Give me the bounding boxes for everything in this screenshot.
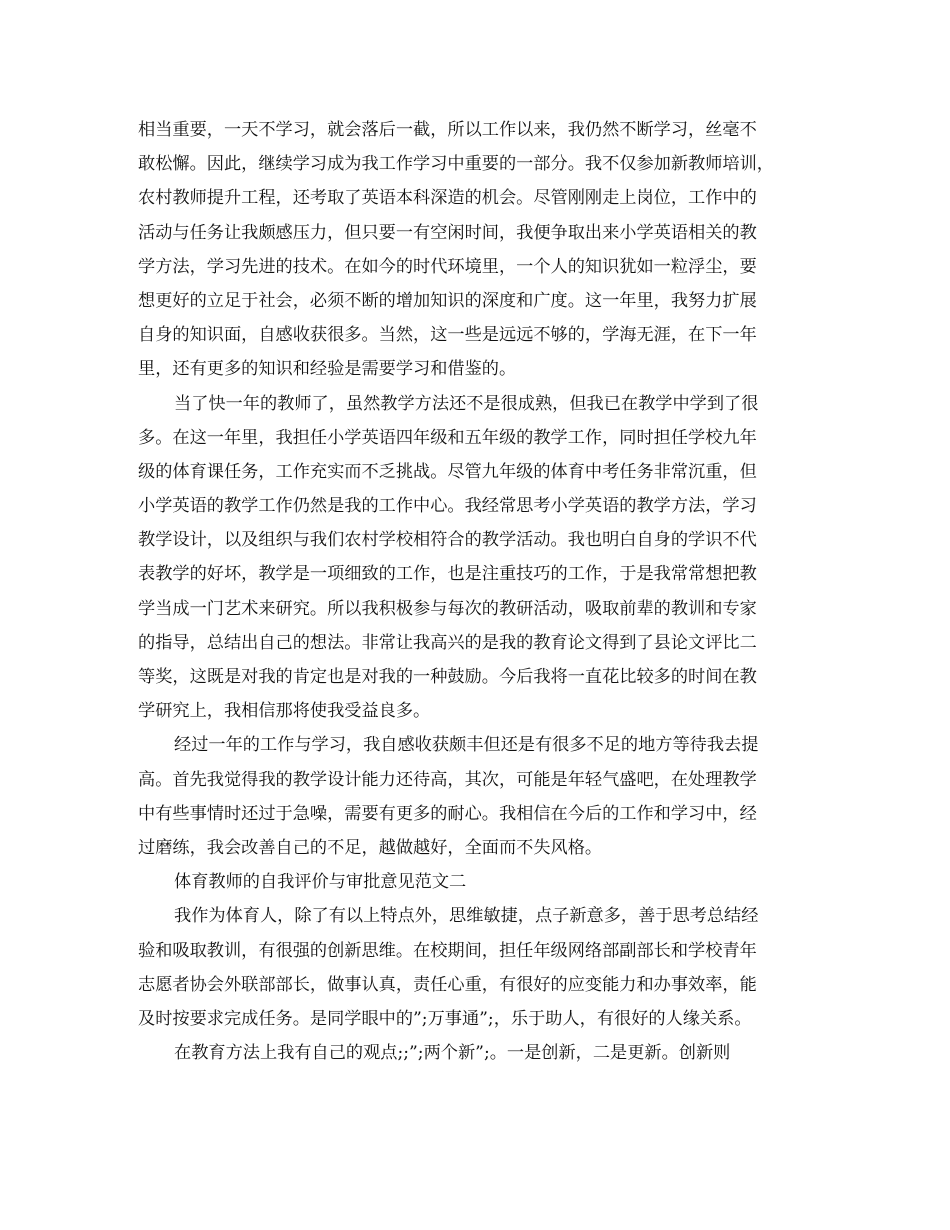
document-body — [138, 113, 823, 1070]
text-line: 志愿者协会外联部部长，做事认真，责任心重，有很好的应变能力和办事效率，能 — [138, 974, 757, 995]
text-line: 多。在这一年里，我担任小学英语四年级和五年级的教学工作，同时担任学校九年 — [138, 427, 757, 448]
text-line: 我作为体育人，除了有以上特点外，思维敏捷，点子新意多，善于思考总结经 — [174, 906, 759, 927]
text-line: 验和吸取教训，有很强的创新思维。在校期间，担任年级网络部副部长和学校青年 — [138, 940, 757, 961]
text-line: 里，还有更多的知识和经验是需要学习和借鉴的。 — [138, 359, 517, 380]
text-line: 表教学的好坏，教学是一项细致的工作，也是注重技巧的工作，于是我常常想把教 — [138, 564, 757, 585]
text-line: 相当重要，一天不学习，就会落后一截，所以工作以来，我仍然不断学习，丝毫不 — [138, 120, 757, 140]
text-line: 当了快一年的教师了，虽然教学方法还不是很成熟，但我已在教学中学到了很 — [174, 393, 759, 414]
text-line: 高。首先我觉得我的教学设计能力还待高，其次，可能是年轻气盛吧，在处理教学 — [138, 769, 757, 790]
text-line: 学研究上，我相信那将使我受益良多。 — [138, 701, 431, 722]
text-line: 体育教师的自我评价与审批意见范文二 — [174, 872, 467, 893]
text-line: 的指导，总结出自己的想法。非常让我高兴的是我的教育论文得到了县论文评比二 — [138, 632, 757, 653]
text-line: 学方法，学习先进的技术。在如今的时代环境里，一个人的知识犹如一粒浮尘，要 — [138, 256, 757, 277]
text-line: 过磨练，我会改善自己的不足，越做越好，全面而不失风格。 — [138, 837, 603, 858]
text-line: 学当成一门艺术来研究。所以我积极参与每次的教研活动，吸取前辈的教训和专家 — [138, 598, 757, 619]
text-line: 在教育方法上我有自己的观点;;”;两个新”;。一是创新，二是更新。创新则 — [174, 1043, 731, 1064]
text-line: 小学英语的教学工作仍然是我的工作中心。我经常思考小学英语的教学方法，学习 — [138, 496, 757, 517]
text-line: 农村教师提升工程，还考取了英语本科深造的机会。尽管刚刚走上岗位，工作中的 — [138, 188, 757, 209]
text-line: 敢松懈。因此，继续学习成为我工作学习中重要的一部分。我不仅参加新教师培训， — [138, 154, 774, 175]
text-line: 及时按要求完成任务。是同学眼中的”;万事通”;，乐于助人，有很好的人缘关系。 — [138, 1008, 752, 1029]
text-line: 等奖，这既是对我的肯定也是对我的一种鼓励。今后我将一直花比较多的时间在教 — [138, 667, 757, 687]
text-line: 活动与任务让我颇感压力，但只要一有空闲时间，我便争取出来小学英语相关的教 — [138, 222, 757, 243]
text-line: 中有些事情时还过于急噪，需要有更多的耐心。我相信在今后的工作和学习中，经 — [138, 803, 757, 824]
text-line: 教学设计，以及组织与我们农村学校相符合的教学活动。我也明白自身的学识不代 — [138, 530, 757, 551]
text-line: 自身的知识面，自感收获很多。当然，这一些是远远不够的，学海无涯，在下一年 — [138, 325, 757, 346]
text-line: 级的体育课任务，工作充实而不乏挑战。尽管九年级的体育中考任务非常沉重，但 — [138, 461, 757, 482]
text-line: 想更好的立足于社会，必须不断的增加知识的深度和广度。这一年里，我努力扩展 — [138, 290, 757, 311]
text-line: 经过一年的工作与学习，我自感收获颇丰但还是有很多不足的地方等待我去提 — [174, 735, 759, 756]
